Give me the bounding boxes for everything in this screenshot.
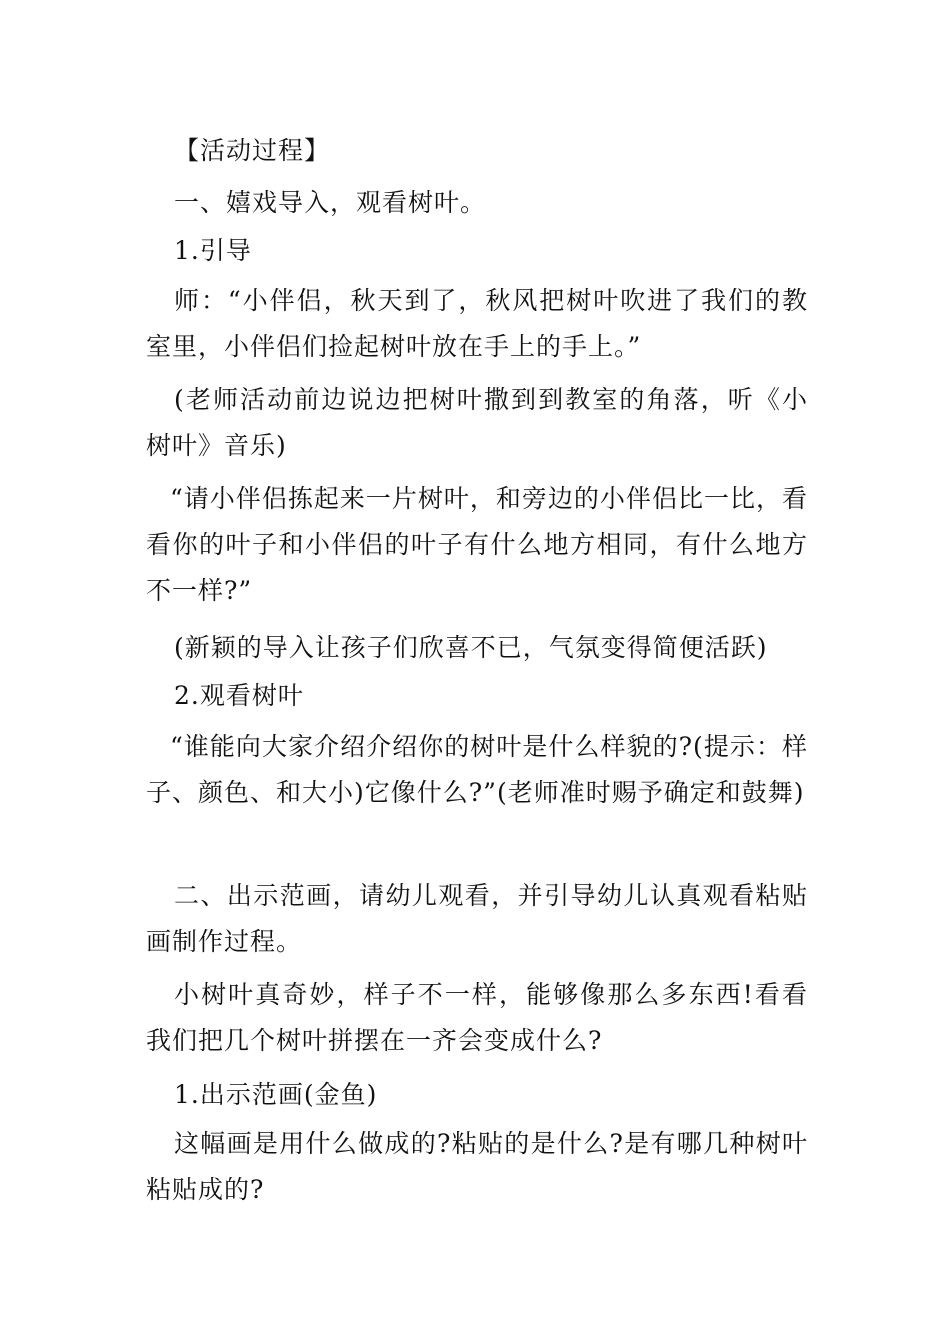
paragraph: 小树叶真奇妙，样子不一样，能够像那么多东西!看看我们把几个树叶拼摆在一齐会变成什么?: [146, 980, 808, 1055]
paragraph: “请小伴侣拣起来一片树叶，和旁边的小伴侣比一比，看看你的叶子和小伴侣的叶子有什么地方相同，有什么地方不一样?”: [146, 484, 808, 605]
paragraph: 2.观看树叶: [174, 681, 304, 710]
paragraph: 二、出示范画，请幼儿观看，并引导幼儿认真观看粘贴画制作过程。: [146, 881, 808, 956]
paragraph: 一、嬉戏导入，观看树叶。: [174, 188, 487, 217]
section-heading: 【活动过程】: [174, 136, 331, 165]
paragraph: 1.出示范画(金鱼): [174, 1080, 378, 1109]
paragraph: 这幅画是用什么做成的?粘贴的是什么?是有哪几种树叶粘贴成的?: [146, 1129, 808, 1204]
paragraph: “谁能向大家介绍介绍你的树叶是什么样貌的?(提示：样子、颜色、和大小)它像什么?”(老师准时赐予确定和鼓舞): [146, 732, 808, 807]
paragraph: 1.引导: [174, 236, 252, 265]
paragraph: (新颖的导入让孩子们欣喜不已，气氛变得简便活跃): [174, 633, 768, 662]
paragraph: 师：“小伴侣，秋天到了，秋风把树叶吹进了我们的教室里，小伴侣们捡起树叶放在手上的手上。”: [146, 286, 808, 361]
paragraph: (老师活动前边说边把树叶撒到到教室的角落，听《小树叶》音乐): [146, 385, 808, 460]
